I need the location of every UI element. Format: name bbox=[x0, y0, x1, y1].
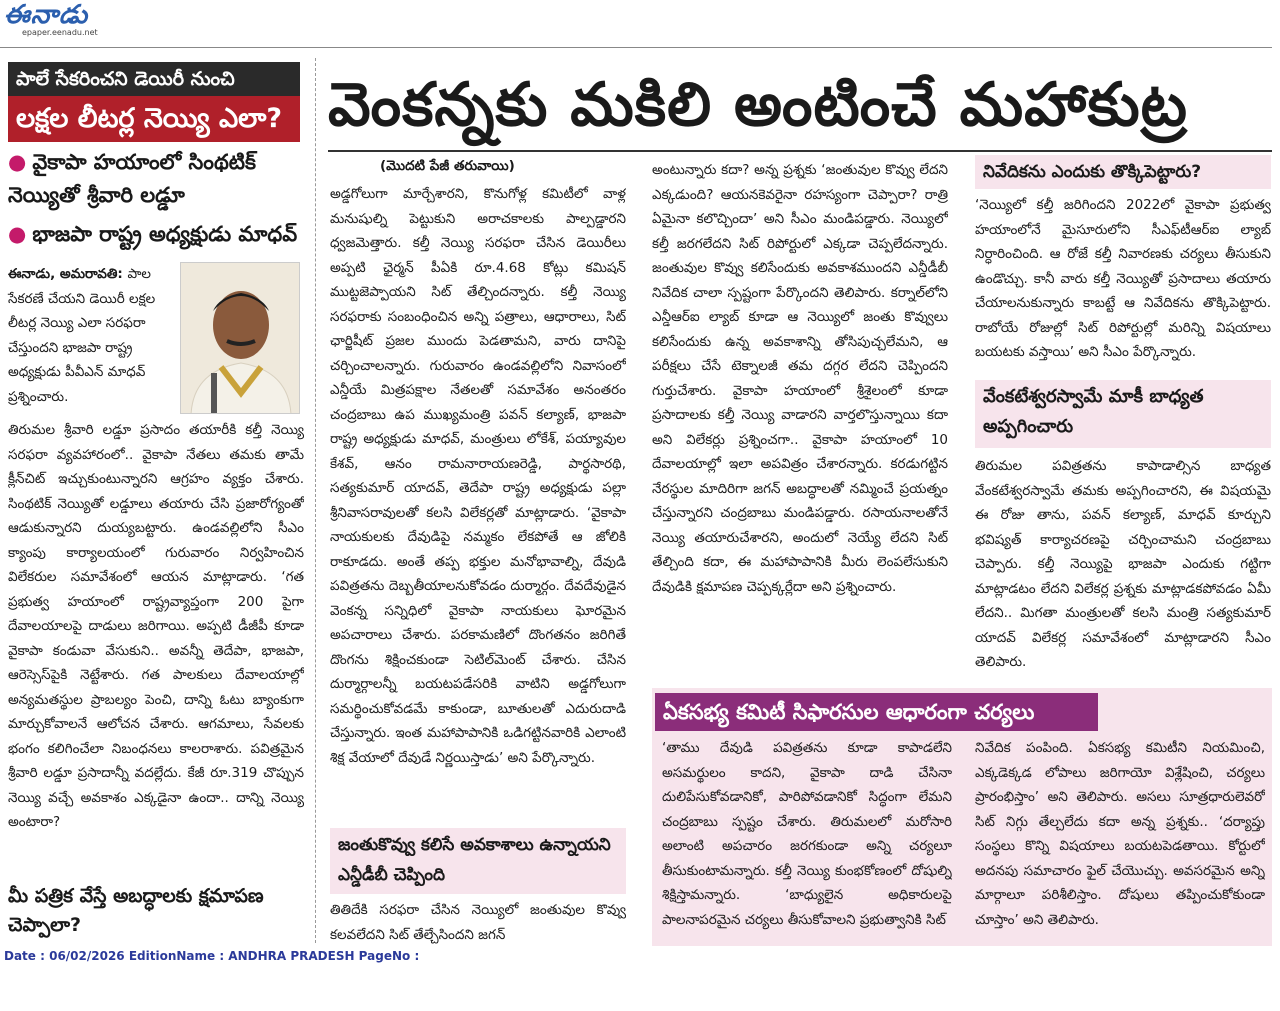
madhav-photo bbox=[180, 262, 300, 414]
left-intro bbox=[8, 262, 174, 409]
main-col2-body: అంటున్నారు కదా? అన్న ప్రశ్నకు ‘జంతువుల కొవ్వు లేదని ఎక్కడుంది? ఆయనకెవరైనా రహస్యంగా చెప్పారా? రాత్రి ఏమైనా కలొచ్చిందా’ అని సీఎం మండిపడ్డారు. నెయ్యిలో కల్తీ జరగలేదని సిట్ రిపోర్టులో ఎక్కడా చెప్పలేదన్నారు. జంతువుల కొవ్వు కలిసేందుకు అవకాశముందని ఎన్డీడీబీ నివేదిక చాలా స్పష్టంగా పేర్కొందని తెలిపారు. కర్నాల్‌లోని ఎన్డీఆర్ఐ ల్యాబ్ కూడా ఆ నెయ్యిలో జంతు కొవ్వులు కలిసేందుకు ఉన్న అవకాశాన్ని తోసిపుచ్చలేమని, ఆ పరీక్షలు చేసే టెక్నాలజీ తమ దగ్గర లేదని చెప్పిందని గుర్తుచేశారు. వైకాపా హయాంలో శ్రీశైలంలో కూడా ప్రసాదాలకు కల్తీ నెయ్యి వాడారని వార్తలొస్తున్నాయి కదా అని విలేకర్లు ప్రశ్నించగా.. వైకాపా హయాంలో 10 దేవాలయాల్లో ఇలా అపవిత్రం చేశారన్నారు. కరడుగట్టిన నేరస్థుల మాదిరిగా జగన్ అబద్ధాలతో నమ్మించే ప్రయత్నం చేస్తున్నారని చంద్రబాబు మండిపడ్డారు. రసాయనాలతోనే నెయ్యి తయారుచేశారని, అందులో నెయ్యే లేదని సిట్ తేల్చింది కదా, ఈ మహాపాపానికి మీరు లెంపలేసుకుని దేవుడికి క్షమాపణ చెప్పక్కర్లేదా అని ప్రశ్నించారు. bbox=[652, 162, 948, 595]
dateline: ఈనాడు, అమరావతి: bbox=[8, 266, 123, 282]
person-photo-icon bbox=[181, 263, 300, 414]
bullet-text: వైకాపా హయాంలో సింథటిక్ నెయ్యితో శ్రీవారి లడ్డూ bbox=[8, 150, 256, 207]
committee-box-col2: నివేదిక పంపింది. ఏకసభ్య కమిటీని నియమించి, ఎక్కడెక్కడ లోపాలు జరిగాయో విశ్లేషించి, చర్యలు ప్రారంభిస్తాం’ అని తెలిపారు. అసలు సూత్రధారులెవరో సిట్ నిగ్గు తేల్చలేదు కదా అన్న ప్రశ్నకు.. ‘దర్యాప్తు సంస్థలు కొన్ని విషయాలు బయటపెడతాయి. కోర్టులో అదనపు సమాచారం ఫైల్ చేయొచ్చు. అవసరమైన అన్ని మార్గాలూ పరిశీలిస్తాం. దోషులు తప్పించుకోకుండా చూస్తాం’ అని తెలిపారు. bbox=[975, 740, 1265, 928]
left-bullet-1 bbox=[8, 146, 304, 212]
main-headline: వెంకన్నకు మకిలి అంటించే మహాకుట్ర bbox=[328, 70, 1188, 140]
left-subhead: మీ పత్రిక వేస్తే అబద్ధాలకు క్షమాపణ చెప్పాలా? bbox=[8, 885, 264, 936]
main-col3-body: ‘నెయ్యిలో కల్తీ జరిగిందని 2022లో వైకాపా ప్రభుత్వ హయాంలోనే మైసూరులోని సీఎఫ్‌టీఆర్ఐ ల్యాబ్ నిర్ధారించింది. ఆ రోజే కల్తీ నివారణకు చర్యలు తీసుకుని ఉండొచ్చు. కానీ వారు కల్తీ నెయ్యితో ప్రసాదాలు తయారు చేయాలనుకున్నారు కాబట్టే ఆ నివేదికను తొక్కిపెట్టారు. రాబోయే రోజుల్లో సిట్ రిపోర్టుల్లో మరిన్ని విషయాలు బయటకు వస్తాయి’ అని సీఎం పేర్కొన్నారు. bbox=[975, 197, 1271, 360]
left-kicker: పాలే సేకరించని డెయిరీ నుంచి bbox=[8, 62, 300, 96]
left-bullet-2 bbox=[8, 218, 304, 251]
left-body: తిరుమల శ్రీవారి లడ్డూ ప్రసాదం తయారీకి కల్తీ నెయ్యి సరఫరా వ్యవహారంలో.. వైకాపా నేతలు తమకు తామే క్లీన్‌చిట్ ఇచ్చుకుంటున్నారని ఆగ్రహం వ్యక్తం చేశారు. సింథటిక్ నెయ్యితో లడ్డూలు తయారు చేసి ప్రజారోగ్యంతో ఆడుకున్నారని దుయ్యబట్టారు. ఉండవల్లిలోని సీఎం క్యాంపు కార్యాలయంలో గురువారం నిర్వహించిన విలేకరుల సమావేశంలో ఆయన మాట్లాడారు. ‘గత ప్రభుత్వ హయాంలో రాష్ట్రవ్యాప్తంగా 200 పైగా దేవాలయాలపై దాడులు జరిగాయి. అప్పటి డీజీపీ కూడా వైకాపా కండువా వేసుకుని.. అవన్నీ తెదేపా, భాజపా, ఆరెస్సెస్‌పైకి నెట్టేశారు. గత పాలకులు దేవాలయాల్లో అన్యమతస్థుల ప్రాబల్యం పెంచి, దాన్ని ఓటు బ్యాంకుగా మార్చుకోవాలనే ఆలోచన చేశారు. ఆగమాలు, సేవలకు భంగం కలిగించేలా నిబంధనలు కాలరాశారు. పవిత్రమైన శ్రీవారి లడ్డూ ప్రసాదాన్నీ వదల్లేదు. కేజీ రూ.319 చొప్పున నెయ్యి వచ్చే అవకాశం ఎక్కడైనా ఉందా.. దాన్ని నెయ్యి అంటారా? bbox=[8, 422, 304, 830]
main-col1-body: అడ్డగోలుగా మార్చేశారని, కొనుగోళ్ల కమిటీలో వాళ్ల మనుషుల్ని పెట్టుకుని అరాచకాలకు పాల్పడ్డారని ధ్వజమెత్తారు. కల్తీ నెయ్యి సరఫరా చేసిన డెయిరీలు అప్పటి ఛైర్మన్ పీఏకి రూ.4.68 కోట్లు కమిషన్ ముట్టజెప్పాయని సిట్ తేల్చిందన్నారు. కల్తీ నెయ్యి సరఫరాకు సంబంధించిన అన్ని పత్రాలు, ఆధారాలు, సిట్ ఛార్జిషీట్ ప్రజల ముందు పెడతామని, వారు దానిపై చర్చించాలన్నారు. గురువారం ఉండవల్లిలోని నివాసంలో ఎన్డీయే మిత్రపక్షాల నేతలతో సమావేశం అనంతరం చంద్రబాబు ఉప ముఖ్యమంత్రి పవన్ కల్యాణ్, భాజపా రాష్ట్ర అధ్యక్షుడు మాధవ్, మంత్రులు లోకేశ్, పయ్యావుల కేశవ్, ఆనం రామనారాయణరెడ్డి, పార్థసారథి, సత్యకుమార్ యాదవ్, తెదేపా రాష్ట్ర అధ్యక్షుడు పల్లా శ్రీనివాసరావులతో కలసి విలేకర్లతో మాట్లాడారు. ‘వైకాపా నాయకులకు దేవుడిపై నమ్మకం లేకపోతే ఆ జోలికి రాకూడదు. అంతే తప్ప భక్తుల మనోభావాల్ని, దేవుడి పవిత్రతను దెబ్బతీయాలనుకోవడం దుర్మార్గం. దేవదేవుడైన వెంకన్న సన్నిధిలో వైకాపా నాయకులు ఘోరమైన అపచారాలు చేశారు. పరకామణిలో దొంగతనం జరిగితే దొంగను శిక్షించకుండా సెటిల్‌మెంట్ చేశారు. చేసిన దుర్మార్గాలన్నీ బయటపడేసరికి వాటిని అడ్డగోలుగా సమర్థించుకోవడమే కాకుండా, బూతులతో ఎదురుదాడి చేస్తున్నారు. ఇంత మహాపాపానికి ఒడిగట్టినవారికి ఎలాంటి శిక్ష వేయాలో దేవుడే నిర్ణయిస్తాడు’ అని పేర్కొన్నారు. bbox=[330, 186, 626, 766]
col3-subhead-2: వేంకటేశ్వరస్వామే మాకీ బాధ్యత అప్పగించారు bbox=[975, 380, 1271, 448]
main-col3b-body: తిరుమల పవిత్రతను కాపాడాల్సిన బాధ్యత వేంకటేశ్వరస్వామే తమకు అప్పగించారని, ఈ విషయమై ఈ రోజు తాను, పవన్ కల్యాణ్, మాధవ్ కూర్చుని భవిష్యత్ కార్యాచరణపై చర్చించామని చంద్రబాబు చెప్పారు. కల్తీ నెయ్యిపై భాజపా ఎందుకు గట్టిగా మాట్లాడటం లేదని విలేకర్ల ప్రశ్నకు మాట్లాడకపోవడం ఏమీ లేదని.. మిగతా మంత్రులతో కలసి మంత్రి సత్యకుమార్ యాదవ్ విలేకర్ల సమావేశంలో మాట్లాడారని సీఎం తెలిపారు. bbox=[975, 458, 1271, 670]
column-divider bbox=[315, 58, 317, 943]
col1-subhead: జంతుకొవ్వు కలిసే అవకాశాలు ఉన్నాయని ఎన్డీడీబీ చెప్పింది bbox=[330, 828, 626, 894]
logo-wordmark: ఈనాడు bbox=[4, 0, 89, 30]
headline-rule bbox=[328, 150, 1272, 152]
committee-box-col1: ‘తాము దేవుడి పవిత్రతను కూడా కాపాడలేని అసమర్థులం కాదని, వైకాపా దాడి చేసినా దులిపేసుకోవడానికో, పారిపోవడానికో సిద్ధంగా లేమని చంద్రబాబు స్పష్టం చేశారు. తిరుమలలో మరోసారి అలాంటి అపచారం జరగకుండా అన్ని చర్యలూ తీసుకుంటామన్నారు. కల్తీ నెయ్యి కుంభకోణంలో దోషుల్ని శిక్షిస్తామన్నారు. ‘బాధ్యులైన అధికారులపై పాలనాపరమైన చర్యలు తీసుకోవాలని ప్రభుత్వానికి సిట్ bbox=[662, 740, 952, 928]
logo-url-text: epaper.eenadu.net bbox=[22, 28, 98, 37]
intro-paragraph: పాల సేకరణే చేయని డెయిరీ లక్షల లీటర్ల నెయ్యి ఎలా సరఫరా చేస్తుందని భాజపా రాష్ట్ర అధ్యక్షుడు పీవీఎన్ మాధవ్ ప్రశ్నించారు. bbox=[8, 266, 156, 405]
masthead-rule bbox=[0, 47, 1272, 48]
continuation-note: (మొదటి పేజీ తరువాయి) bbox=[380, 158, 515, 174]
col3-subhead: నివేదికను ఎందుకు తొక్కిపెట్టారు? bbox=[975, 155, 1271, 189]
bullet-dot-icon: ● bbox=[8, 222, 27, 246]
bullet-dot-icon: ● bbox=[8, 150, 27, 174]
col1-tail: తితిదేకి సరఫరా చేసిన నెయ్యిలో జంతువుల కొవ్వు కలవలేదని సిట్ తేల్చేసిందని జగన్ bbox=[330, 902, 626, 943]
bullet-text: భాజపా రాష్ట్ర అధ్యక్షుడు మాధవ్ bbox=[32, 222, 298, 246]
left-headline: లక్షల లీటర్ల నెయ్యి ఎలా? bbox=[8, 96, 300, 142]
edition-footer: Date : 06/02/2026 EditionName : ANDHRA PRADESH PageNo : bbox=[4, 949, 420, 963]
committee-box-headline: ఏకసభ్య కమిటీ సిఫారసుల ఆధారంగా చర్యలు bbox=[655, 693, 1098, 731]
eenadu-logo bbox=[4, 2, 104, 40]
